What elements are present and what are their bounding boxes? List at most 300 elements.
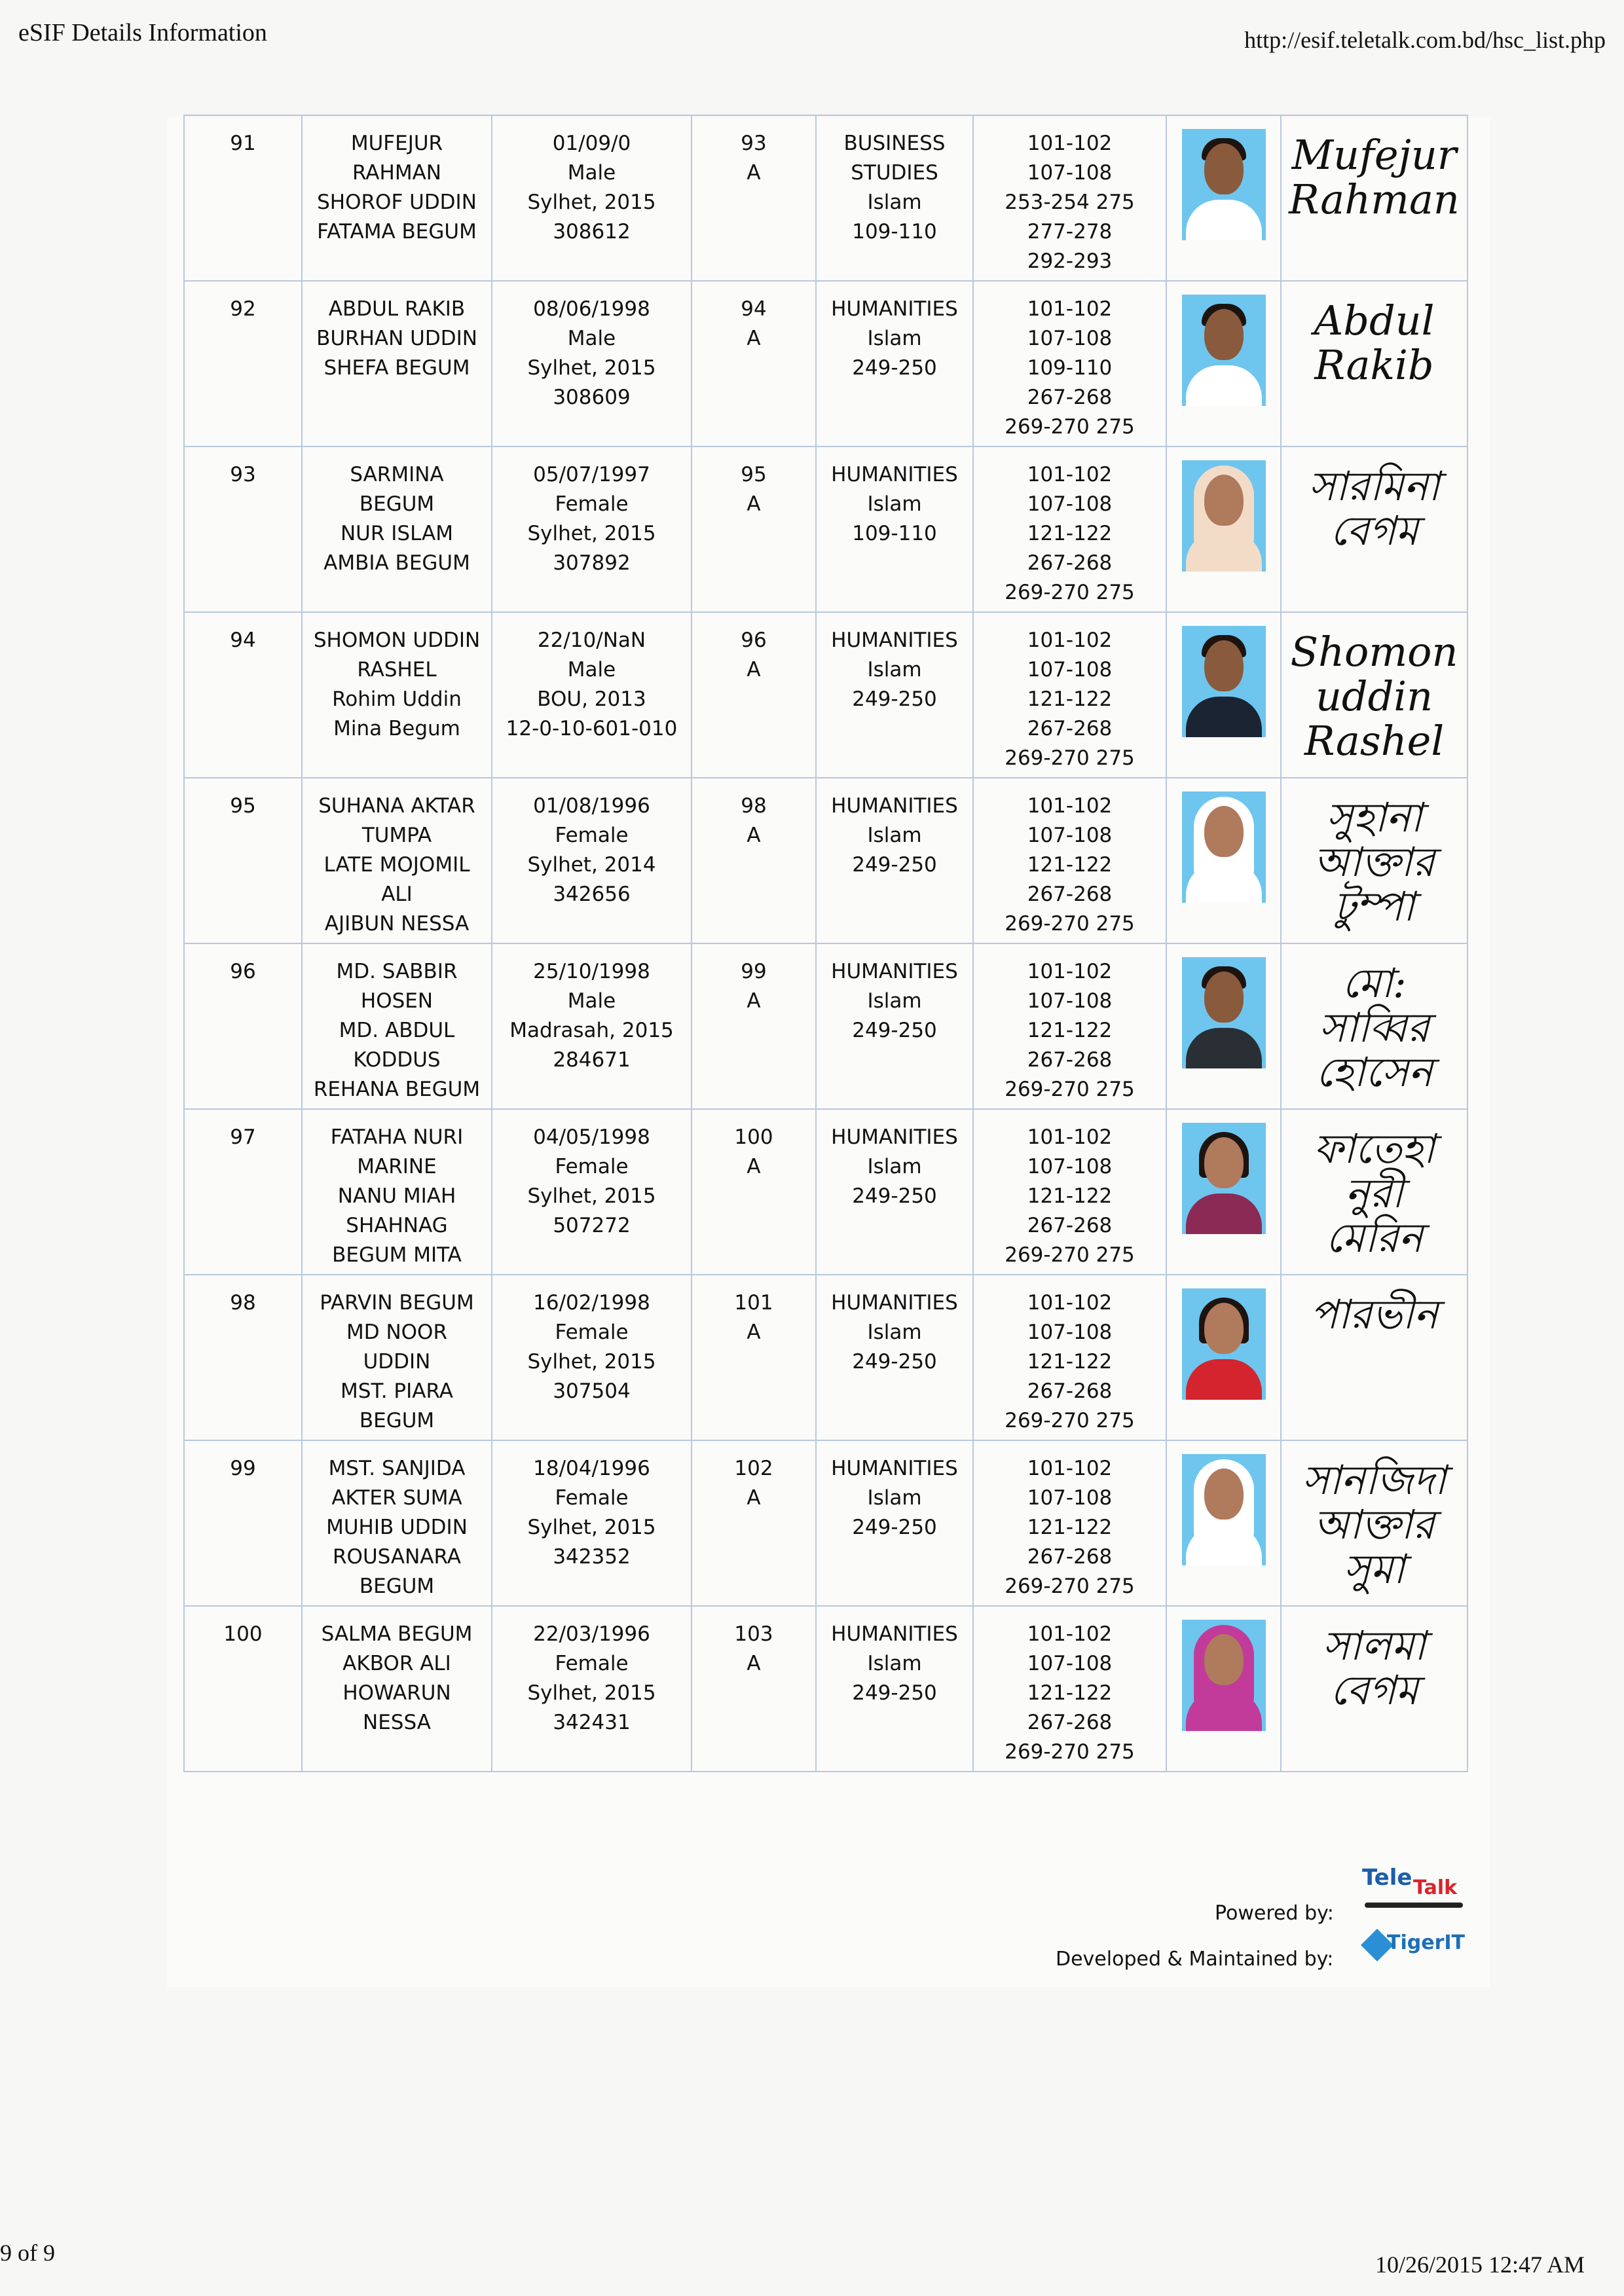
handwritten-signature: পারভীন	[1310, 1290, 1439, 1338]
candidate-photo	[1182, 626, 1266, 737]
candidate-detail: Sylhet, 2015	[527, 1350, 656, 1374]
subject-code: 121-122	[1027, 1019, 1113, 1042]
names-cell	[302, 778, 492, 943]
subjects-cell	[973, 281, 1166, 446]
candidate-detail: Male	[567, 161, 616, 185]
subject-code: 267-268	[1027, 386, 1113, 409]
subject-code: 107-108	[1027, 1155, 1113, 1178]
photo-cell	[1166, 1109, 1281, 1275]
photo-clothing	[1186, 697, 1262, 737]
subject-code: 269-270 275	[1005, 1409, 1135, 1432]
subject-code: 101-102	[1027, 629, 1113, 652]
candidate-detail: 01/09/0	[552, 132, 631, 155]
serial-number: 95	[230, 794, 256, 818]
roll-cell	[692, 1440, 816, 1606]
records-body	[184, 115, 1467, 1772]
candidate-photo	[1182, 1454, 1266, 1565]
subject-code: 101-102	[1027, 132, 1113, 155]
candidate-name: MST. SANJIDA	[328, 1457, 466, 1480]
candidate-detail: 22/03/1996	[533, 1622, 650, 1646]
roll-value: 95	[741, 463, 767, 486]
subject-code: 107-108	[1027, 824, 1113, 847]
serial-number: 99	[230, 1457, 256, 1480]
candidate-name: ALI	[381, 883, 413, 906]
roll-value: A	[747, 1486, 761, 1510]
signature-cell	[1281, 1109, 1467, 1275]
group-value: HUMANITIES	[831, 629, 958, 652]
group-value: Islam	[867, 824, 922, 847]
subject-code: 269-270 275	[1005, 912, 1135, 936]
signature-cell	[1281, 446, 1467, 612]
roll-value: A	[747, 989, 761, 1013]
subjects-cell	[973, 1275, 1166, 1440]
subject-code: 277-278	[1027, 220, 1113, 244]
subject-code: 267-268	[1027, 1711, 1113, 1734]
group-value: 249-250	[852, 1681, 937, 1705]
group-cell	[816, 115, 973, 281]
subject-code: 267-268	[1027, 1545, 1113, 1569]
group-value: HUMANITIES	[831, 794, 958, 818]
candidate-detail: 01/08/1996	[533, 794, 650, 818]
candidate-detail: 18/04/1996	[533, 1457, 650, 1480]
group-value: HUMANITIES	[831, 1291, 958, 1315]
subjects-cell	[973, 943, 1166, 1109]
photo-face	[1204, 640, 1244, 691]
roll-value: 94	[741, 297, 767, 321]
print-footer-page: 9 of 9	[0, 2240, 55, 2266]
table-row	[184, 115, 1467, 281]
subject-code: 101-102	[1027, 794, 1113, 818]
candidate-detail: 16/02/1998	[533, 1291, 650, 1315]
candidate-detail: Sylhet, 2014	[527, 853, 656, 877]
candidate-detail: 08/06/1998	[533, 297, 650, 321]
group-value: Islam	[867, 1155, 922, 1178]
subject-code: 107-108	[1027, 658, 1113, 682]
subject-code: 292-293	[1027, 249, 1113, 273]
candidate-detail: 308609	[553, 386, 631, 409]
candidate-photo	[1182, 1123, 1266, 1234]
candidate-name: PARVIN BEGUM	[320, 1291, 474, 1315]
details-cell	[492, 778, 692, 943]
handwritten-signature: সানজিদা আক্তার সুমা	[1302, 1456, 1447, 1593]
roll-cell	[692, 612, 816, 778]
candidate-detail: 342431	[553, 1711, 631, 1734]
photo-clothing	[1186, 1359, 1262, 1400]
subject-code: 267-268	[1027, 883, 1113, 906]
signature-cell	[1281, 612, 1467, 778]
roll-value: 96	[741, 629, 767, 652]
subject-code: 269-270 275	[1005, 1243, 1135, 1267]
candidate-detail: 05/07/1997	[533, 463, 650, 486]
group-value: HUMANITIES	[831, 1457, 958, 1480]
table-row	[184, 1606, 1467, 1772]
candidate-detail: Sylhet, 2015	[527, 1681, 656, 1705]
group-cell	[816, 612, 973, 778]
signature-cell	[1281, 1606, 1467, 1772]
group-cell	[816, 1606, 973, 1772]
print-header-title: eSIF Details Information	[18, 19, 267, 46]
roll-value: A	[747, 327, 761, 350]
group-value: Islam	[867, 1652, 922, 1675]
candidate-detail: Female	[555, 492, 629, 516]
roll-value: A	[747, 1652, 761, 1675]
names-cell	[302, 446, 492, 612]
candidate-detail: Female	[555, 1486, 629, 1510]
group-cell	[816, 1275, 973, 1440]
signature-cell	[1281, 778, 1467, 943]
handwritten-signature: সারমিনা বেগম	[1308, 462, 1440, 555]
candidate-photo	[1182, 957, 1266, 1068]
subject-code: 121-122	[1027, 1184, 1113, 1208]
details-cell	[492, 612, 692, 778]
group-value: Islam	[867, 1486, 922, 1510]
photo-clothing	[1186, 365, 1262, 406]
roll-value: 101	[734, 1291, 773, 1315]
photo-cell	[1166, 612, 1281, 778]
group-value: 249-250	[852, 687, 937, 711]
print-header-url[interactable]: http://esif.teletalk.com.bd/hsc_list.php	[1244, 27, 1606, 53]
candidate-detail: Sylhet, 2015	[527, 356, 656, 380]
candidate-name: Rohim Uddin	[332, 687, 462, 711]
candidate-name: AJIBUN NESSA	[324, 912, 470, 936]
candidate-name: HOSEN	[360, 989, 434, 1013]
handwritten-signature: Mufejur Rahman	[1289, 131, 1460, 223]
roll-cell	[692, 1275, 816, 1440]
candidate-name: LATE MOJOMIL	[323, 853, 470, 877]
handwritten-signature: মো: সাব্বির হোসেন	[1316, 959, 1433, 1096]
candidate-name: SHOROF UDDIN	[317, 191, 477, 214]
details-cell	[492, 1606, 692, 1772]
serial-cell	[184, 778, 302, 943]
candidate-photo	[1182, 792, 1266, 903]
subject-code: 101-102	[1027, 1457, 1113, 1480]
roll-value: 102	[734, 1457, 773, 1480]
table-row	[184, 612, 1467, 778]
photo-face	[1204, 1468, 1244, 1520]
subject-code: 107-108	[1027, 161, 1113, 185]
group-cell	[816, 943, 973, 1109]
candidate-name: FATAMA BEGUM	[317, 220, 477, 244]
subject-code: 107-108	[1027, 327, 1113, 350]
candidate-detail: 25/10/1998	[533, 960, 650, 983]
serial-number: 98	[230, 1291, 256, 1315]
candidate-detail: Female	[555, 1652, 629, 1675]
serial-number: 97	[230, 1125, 256, 1149]
candidate-name: MD. ABDUL	[339, 1019, 455, 1042]
group-value: 109-110	[852, 522, 937, 545]
subject-code: 269-270 275	[1005, 581, 1135, 604]
photo-clothing	[1186, 200, 1262, 240]
names-cell	[302, 1275, 492, 1440]
group-value: HUMANITIES	[831, 1125, 958, 1149]
candidate-photo	[1182, 129, 1266, 240]
teletalk-logo-underline	[1365, 1903, 1463, 1908]
candidate-detail: 04/05/1998	[533, 1125, 650, 1149]
photo-face	[1204, 972, 1244, 1023]
candidate-detail: Sylhet, 2015	[527, 1184, 656, 1208]
table-row	[184, 943, 1467, 1109]
group-cell	[816, 1109, 973, 1275]
roll-value: A	[747, 161, 761, 185]
teletalk-logo-tele: Tele	[1362, 1865, 1412, 1891]
group-value: HUMANITIES	[831, 960, 958, 983]
handwritten-signature: Abdul Rakib	[1314, 297, 1435, 389]
group-value: Islam	[867, 327, 922, 350]
candidate-detail: 307504	[553, 1379, 631, 1403]
table-row	[184, 1109, 1467, 1275]
candidate-name: BEGUM	[359, 1409, 435, 1432]
group-value: Islam	[867, 1321, 922, 1344]
candidate-name: RAHMAN	[352, 161, 441, 185]
roll-cell	[692, 778, 816, 943]
candidate-detail: 22/10/NaN	[537, 629, 646, 652]
photo-cell	[1166, 1606, 1281, 1772]
candidate-name: SHAHNAG	[346, 1214, 448, 1237]
candidate-photo	[1182, 1288, 1266, 1400]
photo-face	[1204, 309, 1244, 360]
candidate-name: MUFEJUR	[350, 132, 443, 155]
subject-code: 269-270 275	[1005, 1078, 1135, 1101]
candidate-name: Mina Begum	[333, 717, 460, 740]
roll-value: A	[747, 492, 761, 516]
candidate-name: MARINE	[357, 1155, 437, 1178]
group-cell	[816, 446, 973, 612]
names-cell	[302, 1440, 492, 1606]
handwritten-signature: ফাতেহা নুরী মেরিন	[1313, 1125, 1435, 1262]
subject-code: 107-108	[1027, 1321, 1113, 1344]
subject-code: 101-102	[1027, 960, 1113, 983]
group-value: 249-250	[852, 1019, 937, 1042]
details-cell	[492, 1440, 692, 1606]
handwritten-signature: Shomon uddin Rashel	[1290, 628, 1458, 765]
candidate-name: MD NOOR	[346, 1321, 447, 1344]
roll-value: 103	[734, 1622, 773, 1646]
candidate-detail: BOU, 2013	[537, 687, 646, 711]
candidate-name: RASHEL	[357, 658, 437, 682]
candidate-detail: Female	[555, 824, 629, 847]
group-cell	[816, 1440, 973, 1606]
roll-value: A	[747, 658, 761, 682]
subject-code: 101-102	[1027, 1622, 1113, 1646]
candidate-detail: Sylhet, 2015	[527, 522, 656, 545]
handwritten-signature: সুহানা আক্তার টুম্পা	[1314, 793, 1435, 930]
roll-value: 100	[734, 1125, 773, 1149]
table-row	[184, 446, 1467, 612]
photo-cell	[1166, 281, 1281, 446]
candidate-name: KODDUS	[353, 1048, 441, 1072]
roll-value: 93	[741, 132, 767, 155]
details-cell	[492, 943, 692, 1109]
candidate-name: UDDIN	[363, 1350, 431, 1374]
candidate-detail: Madrasah, 2015	[509, 1019, 674, 1042]
candidate-name: BEGUM	[359, 1575, 435, 1598]
roll-cell	[692, 943, 816, 1109]
details-cell	[492, 281, 692, 446]
subject-code: 101-102	[1027, 1291, 1113, 1315]
details-cell	[492, 446, 692, 612]
subject-code: 121-122	[1027, 1516, 1113, 1539]
subject-code: 267-268	[1027, 1214, 1113, 1237]
candidate-photo	[1182, 460, 1266, 572]
handwritten-signature: সালমা বেগম	[1322, 1622, 1426, 1714]
candidate-detail: Male	[567, 989, 616, 1013]
serial-cell	[184, 1440, 302, 1606]
group-value: BUSINESS	[843, 132, 946, 155]
candidate-name: MD. SABBIR	[336, 960, 458, 983]
signature-cell	[1281, 1440, 1467, 1606]
subject-code: 121-122	[1027, 1681, 1113, 1705]
candidate-detail: 507272	[553, 1214, 631, 1237]
group-value: 249-250	[852, 1516, 937, 1539]
candidate-name: HOWARUN	[342, 1681, 451, 1705]
photo-face	[1204, 1634, 1244, 1685]
subject-code: 101-102	[1027, 463, 1113, 486]
signature-cell	[1281, 115, 1467, 281]
photo-face	[1204, 806, 1244, 857]
names-cell	[302, 612, 492, 778]
serial-number: 91	[230, 132, 256, 155]
candidate-detail: Sylhet, 2015	[527, 1516, 656, 1539]
candidate-name: BURHAN UDDIN	[316, 327, 477, 350]
candidate-name: SALMA BEGUM	[321, 1622, 473, 1646]
candidate-detail: Male	[567, 327, 616, 350]
group-value: Islam	[867, 658, 922, 682]
subject-code: 107-108	[1027, 1652, 1113, 1675]
roll-cell	[692, 115, 816, 281]
candidate-detail: 342656	[553, 883, 631, 906]
developer-logo	[1361, 1925, 1472, 1969]
subject-code: 121-122	[1027, 1350, 1113, 1374]
subject-code: 253-254 275	[1005, 191, 1135, 214]
serial-cell	[184, 1109, 302, 1275]
roll-value: 98	[741, 794, 767, 818]
serial-cell	[184, 1275, 302, 1440]
student-records-table	[183, 115, 1468, 1772]
candidate-name: NESSA	[363, 1711, 431, 1734]
candidate-detail: 308612	[553, 220, 631, 244]
subject-code: 267-268	[1027, 717, 1113, 740]
photo-cell	[1166, 1440, 1281, 1606]
serial-number: 92	[230, 297, 256, 321]
candidate-detail: Female	[555, 1321, 629, 1344]
group-value: 249-250	[852, 853, 937, 877]
signature-cell	[1281, 943, 1467, 1109]
names-cell	[302, 281, 492, 446]
roll-cell	[692, 281, 816, 446]
table-row	[184, 1440, 1467, 1606]
group-value: 249-250	[852, 1184, 937, 1208]
candidate-name: AKBOR ALI	[342, 1652, 451, 1675]
powered-by-label: Powered by:	[1215, 1902, 1334, 1925]
developer-logo-word: TigerIT	[1387, 1931, 1465, 1954]
group-value: 249-250	[852, 356, 937, 380]
roll-value: 99	[741, 960, 767, 983]
group-value: 249-250	[852, 1350, 937, 1374]
candidate-name: AMBIA BEGUM	[323, 551, 470, 575]
photo-clothing	[1186, 1028, 1262, 1068]
serial-cell	[184, 446, 302, 612]
subject-code: 269-270 275	[1005, 1740, 1135, 1764]
subject-code: 107-108	[1027, 989, 1113, 1013]
serial-number: 93	[230, 463, 256, 486]
group-cell	[816, 281, 973, 446]
roll-value: A	[747, 1321, 761, 1344]
table-row	[184, 281, 1467, 446]
names-cell	[302, 1606, 492, 1772]
developed-by-label: Developed & Maintained by:	[1056, 1948, 1334, 1971]
names-cell	[302, 943, 492, 1109]
group-value: HUMANITIES	[831, 463, 958, 486]
candidate-name: MST. PIARA	[341, 1379, 453, 1403]
candidate-name: SUHANA AKTAR	[318, 794, 475, 818]
candidate-name: TUMPA	[361, 824, 432, 847]
candidate-name: SHEFA BEGUM	[323, 356, 470, 380]
roll-cell	[692, 1606, 816, 1772]
serial-cell	[184, 612, 302, 778]
group-cell	[816, 778, 973, 943]
photo-clothing	[1186, 1194, 1262, 1234]
photo-cell	[1166, 943, 1281, 1109]
print-footer-datetime: 10/26/2015 12:47 AM	[1375, 2251, 1585, 2278]
candidate-detail: 12-0-10-601-010	[506, 717, 678, 740]
group-value: HUMANITIES	[831, 1622, 958, 1646]
group-value: 109-110	[852, 220, 937, 244]
subject-code: 267-268	[1027, 551, 1113, 575]
subject-code: 267-268	[1027, 1379, 1113, 1403]
photo-face	[1204, 475, 1244, 526]
candidate-detail: Female	[555, 1155, 629, 1178]
teletalk-logo	[1362, 1865, 1470, 1923]
candidate-name: SHOMON UDDIN	[313, 629, 481, 652]
group-value: STUDIES	[851, 161, 938, 185]
names-cell	[302, 1109, 492, 1275]
table-row	[184, 778, 1467, 943]
subjects-cell	[973, 446, 1166, 612]
teletalk-logo-talk: Talk	[1413, 1876, 1458, 1899]
candidate-name: MUHIB UDDIN	[326, 1516, 468, 1539]
candidate-name: FATAHA NURI	[330, 1125, 464, 1149]
serial-number: 96	[230, 960, 256, 983]
candidate-detail: 342352	[553, 1545, 631, 1569]
candidate-name: BEGUM MITA	[332, 1243, 462, 1267]
subjects-cell	[973, 778, 1166, 943]
subject-code: 109-110	[1027, 356, 1113, 380]
signature-cell	[1281, 1275, 1467, 1440]
subject-code: 269-270 275	[1005, 746, 1135, 770]
details-cell	[492, 1275, 692, 1440]
table-row	[184, 1275, 1467, 1440]
candidate-name: NUR ISLAM	[340, 522, 454, 545]
signature-cell	[1281, 281, 1467, 446]
subject-code: 269-270 275	[1005, 1575, 1135, 1598]
candidate-name: BEGUM	[359, 492, 435, 516]
serial-cell	[184, 1606, 302, 1772]
photo-face	[1204, 1137, 1244, 1188]
subjects-cell	[973, 612, 1166, 778]
serial-cell	[184, 115, 302, 281]
roll-cell	[692, 1109, 816, 1275]
subject-code: 101-102	[1027, 297, 1113, 321]
photo-cell	[1166, 1275, 1281, 1440]
subjects-cell	[973, 1109, 1166, 1275]
candidate-name: ROUSANARA	[333, 1545, 461, 1569]
photo-face	[1204, 143, 1244, 194]
photo-cell	[1166, 778, 1281, 943]
candidate-name: AKTER SUMA	[331, 1486, 462, 1510]
serial-cell	[184, 943, 302, 1109]
photo-cell	[1166, 115, 1281, 281]
candidate-detail: 307892	[553, 551, 631, 575]
